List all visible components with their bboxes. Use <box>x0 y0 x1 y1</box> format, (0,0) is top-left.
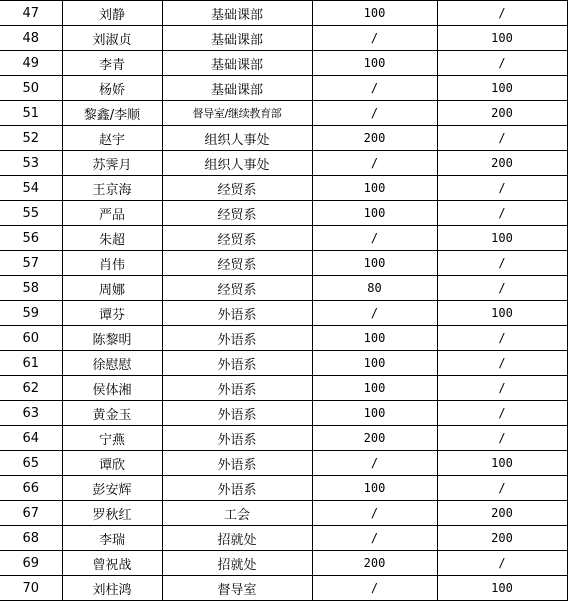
department-cell: 外语系 <box>162 426 312 451</box>
row-number-cell: 63 <box>0 401 62 426</box>
row-number-cell: 70 <box>0 576 62 601</box>
amount-col-a-cell: / <box>312 101 437 126</box>
table-row <box>0 101 567 126</box>
row-number-cell: 58 <box>0 276 62 301</box>
table-row <box>0 301 567 326</box>
table-row <box>0 276 567 301</box>
records-table-body <box>0 1 567 601</box>
person-name-cell: 罗秋红 <box>62 501 162 526</box>
department-cell: 组织人事处 <box>162 151 312 176</box>
department-cell: 基础课部 <box>162 76 312 101</box>
amount-col-a-cell: / <box>312 76 437 101</box>
person-name-cell: 李青 <box>62 51 162 76</box>
person-name-cell: 刘柱鸿 <box>62 576 162 601</box>
table-row <box>0 451 567 476</box>
amount-col-b-cell: / <box>437 551 567 576</box>
person-name-cell: 李瑞 <box>62 526 162 551</box>
department-cell: 外语系 <box>162 401 312 426</box>
department-cell: 外语系 <box>162 376 312 401</box>
row-number-cell: 69 <box>0 551 62 576</box>
table-row <box>0 326 567 351</box>
amount-col-b-cell: 100 <box>437 26 567 51</box>
person-name-cell: 朱超 <box>62 226 162 251</box>
table-row <box>0 201 567 226</box>
table-row <box>0 551 567 576</box>
table-row <box>0 176 567 201</box>
person-name-cell: 黄金玉 <box>62 401 162 426</box>
person-name-cell: 赵宇 <box>62 126 162 151</box>
row-number-cell: 51 <box>0 101 62 126</box>
table-row <box>0 26 567 51</box>
amount-col-a-cell: 100 <box>312 201 437 226</box>
amount-col-b-cell: 200 <box>437 501 567 526</box>
amount-col-b-cell: / <box>437 176 567 201</box>
amount-col-b-cell: 200 <box>437 101 567 126</box>
table-row <box>0 1 567 26</box>
amount-col-a-cell: / <box>312 501 437 526</box>
department-cell: 外语系 <box>162 451 312 476</box>
department-cell: 外语系 <box>162 351 312 376</box>
row-number-cell: 60 <box>0 326 62 351</box>
table-row <box>0 251 567 276</box>
amount-col-b-cell: 100 <box>437 76 567 101</box>
amount-col-a-cell: 100 <box>312 351 437 376</box>
row-number-cell: 49 <box>0 51 62 76</box>
department-cell: 组织人事处 <box>162 126 312 151</box>
row-number-cell: 62 <box>0 376 62 401</box>
table-row <box>0 76 567 101</box>
row-number-cell: 67 <box>0 501 62 526</box>
person-name-cell: 苏霁月 <box>62 151 162 176</box>
department-cell: 经贸系 <box>162 176 312 201</box>
department-cell: 经贸系 <box>162 226 312 251</box>
amount-col-a-cell: 100 <box>312 251 437 276</box>
department-cell: 经贸系 <box>162 251 312 276</box>
department-cell: 招就处 <box>162 526 312 551</box>
department-cell: 工会 <box>162 501 312 526</box>
table-row <box>0 151 567 176</box>
table-row <box>0 526 567 551</box>
row-number-cell: 59 <box>0 301 62 326</box>
row-number-cell: 50 <box>0 76 62 101</box>
amount-col-b-cell: 100 <box>437 226 567 251</box>
person-name-cell: 徐慰慰 <box>62 351 162 376</box>
amount-col-a-cell: / <box>312 576 437 601</box>
amount-col-b-cell: / <box>437 376 567 401</box>
row-number-cell: 54 <box>0 176 62 201</box>
person-name-cell: 杨娇 <box>62 76 162 101</box>
amount-col-b-cell: / <box>437 251 567 276</box>
row-number-cell: 56 <box>0 226 62 251</box>
amount-col-a-cell: / <box>312 26 437 51</box>
amount-col-b-cell: / <box>437 476 567 501</box>
department-cell: 基础课部 <box>162 51 312 76</box>
amount-col-a-cell: 100 <box>312 376 437 401</box>
amount-col-a-cell: 80 <box>312 276 437 301</box>
department-cell: 基础课部 <box>162 1 312 26</box>
row-number-cell: 53 <box>0 151 62 176</box>
table-row <box>0 351 567 376</box>
row-number-cell: 65 <box>0 451 62 476</box>
row-number-cell: 66 <box>0 476 62 501</box>
department-cell: 经贸系 <box>162 276 312 301</box>
person-name-cell: 刘静 <box>62 1 162 26</box>
department-cell: 招就处 <box>162 551 312 576</box>
department-cell: 督导室/继续教育部 <box>162 101 312 126</box>
amount-col-b-cell: / <box>437 401 567 426</box>
amount-col-b-cell: 200 <box>437 151 567 176</box>
amount-col-a-cell: / <box>312 226 437 251</box>
department-cell: 外语系 <box>162 476 312 501</box>
amount-col-b-cell: / <box>437 426 567 451</box>
person-name-cell: 肖伟 <box>62 251 162 276</box>
amount-col-b-cell: / <box>437 326 567 351</box>
row-number-cell: 61 <box>0 351 62 376</box>
table-row <box>0 576 567 601</box>
table-row <box>0 501 567 526</box>
row-number-cell: 48 <box>0 26 62 51</box>
amount-col-a-cell: / <box>312 151 437 176</box>
amount-col-b-cell: / <box>437 351 567 376</box>
person-name-cell: 谭欣 <box>62 451 162 476</box>
table-row <box>0 376 567 401</box>
amount-col-b-cell: / <box>437 276 567 301</box>
amount-col-a-cell: 200 <box>312 551 437 576</box>
amount-col-b-cell: / <box>437 201 567 226</box>
table-row <box>0 401 567 426</box>
department-cell: 督导室 <box>162 576 312 601</box>
table-row <box>0 476 567 501</box>
person-name-cell: 严品 <box>62 201 162 226</box>
person-name-cell: 刘淑贞 <box>62 26 162 51</box>
amount-col-b-cell: 100 <box>437 301 567 326</box>
person-name-cell: 谭芬 <box>62 301 162 326</box>
person-name-cell: 宁燕 <box>62 426 162 451</box>
department-cell: 经贸系 <box>162 201 312 226</box>
amount-col-a-cell: 100 <box>312 326 437 351</box>
amount-col-a-cell: 200 <box>312 126 437 151</box>
row-number-cell: 64 <box>0 426 62 451</box>
person-name-cell: 彭安辉 <box>62 476 162 501</box>
row-number-cell: 47 <box>0 1 62 26</box>
amount-col-b-cell: 200 <box>437 526 567 551</box>
amount-col-a-cell: 100 <box>312 1 437 26</box>
amount-col-b-cell: / <box>437 1 567 26</box>
row-number-cell: 52 <box>0 126 62 151</box>
amount-col-b-cell: / <box>437 51 567 76</box>
person-name-cell: 陈黎明 <box>62 326 162 351</box>
table-row <box>0 126 567 151</box>
person-name-cell: 黎鑫/李顺 <box>62 101 162 126</box>
amount-col-a-cell: 100 <box>312 401 437 426</box>
amount-col-a-cell: 100 <box>312 176 437 201</box>
amount-col-a-cell: / <box>312 451 437 476</box>
amount-col-a-cell: 100 <box>312 476 437 501</box>
department-cell: 基础课部 <box>162 26 312 51</box>
table-row <box>0 426 567 451</box>
department-cell: 外语系 <box>162 326 312 351</box>
amount-col-a-cell: / <box>312 301 437 326</box>
row-number-cell: 68 <box>0 526 62 551</box>
person-name-cell: 周娜 <box>62 276 162 301</box>
table-row <box>0 226 567 251</box>
amount-col-b-cell: 100 <box>437 451 567 476</box>
row-number-cell: 57 <box>0 251 62 276</box>
person-name-cell: 王京海 <box>62 176 162 201</box>
amount-col-a-cell: 100 <box>312 51 437 76</box>
amount-col-b-cell: / <box>437 126 567 151</box>
row-number-cell: 55 <box>0 201 62 226</box>
person-name-cell: 曾祝战 <box>62 551 162 576</box>
amount-col-a-cell: / <box>312 526 437 551</box>
amount-col-b-cell: 100 <box>437 576 567 601</box>
amount-col-a-cell: 200 <box>312 426 437 451</box>
department-cell: 外语系 <box>162 301 312 326</box>
table-row <box>0 51 567 76</box>
person-name-cell: 侯体湘 <box>62 376 162 401</box>
